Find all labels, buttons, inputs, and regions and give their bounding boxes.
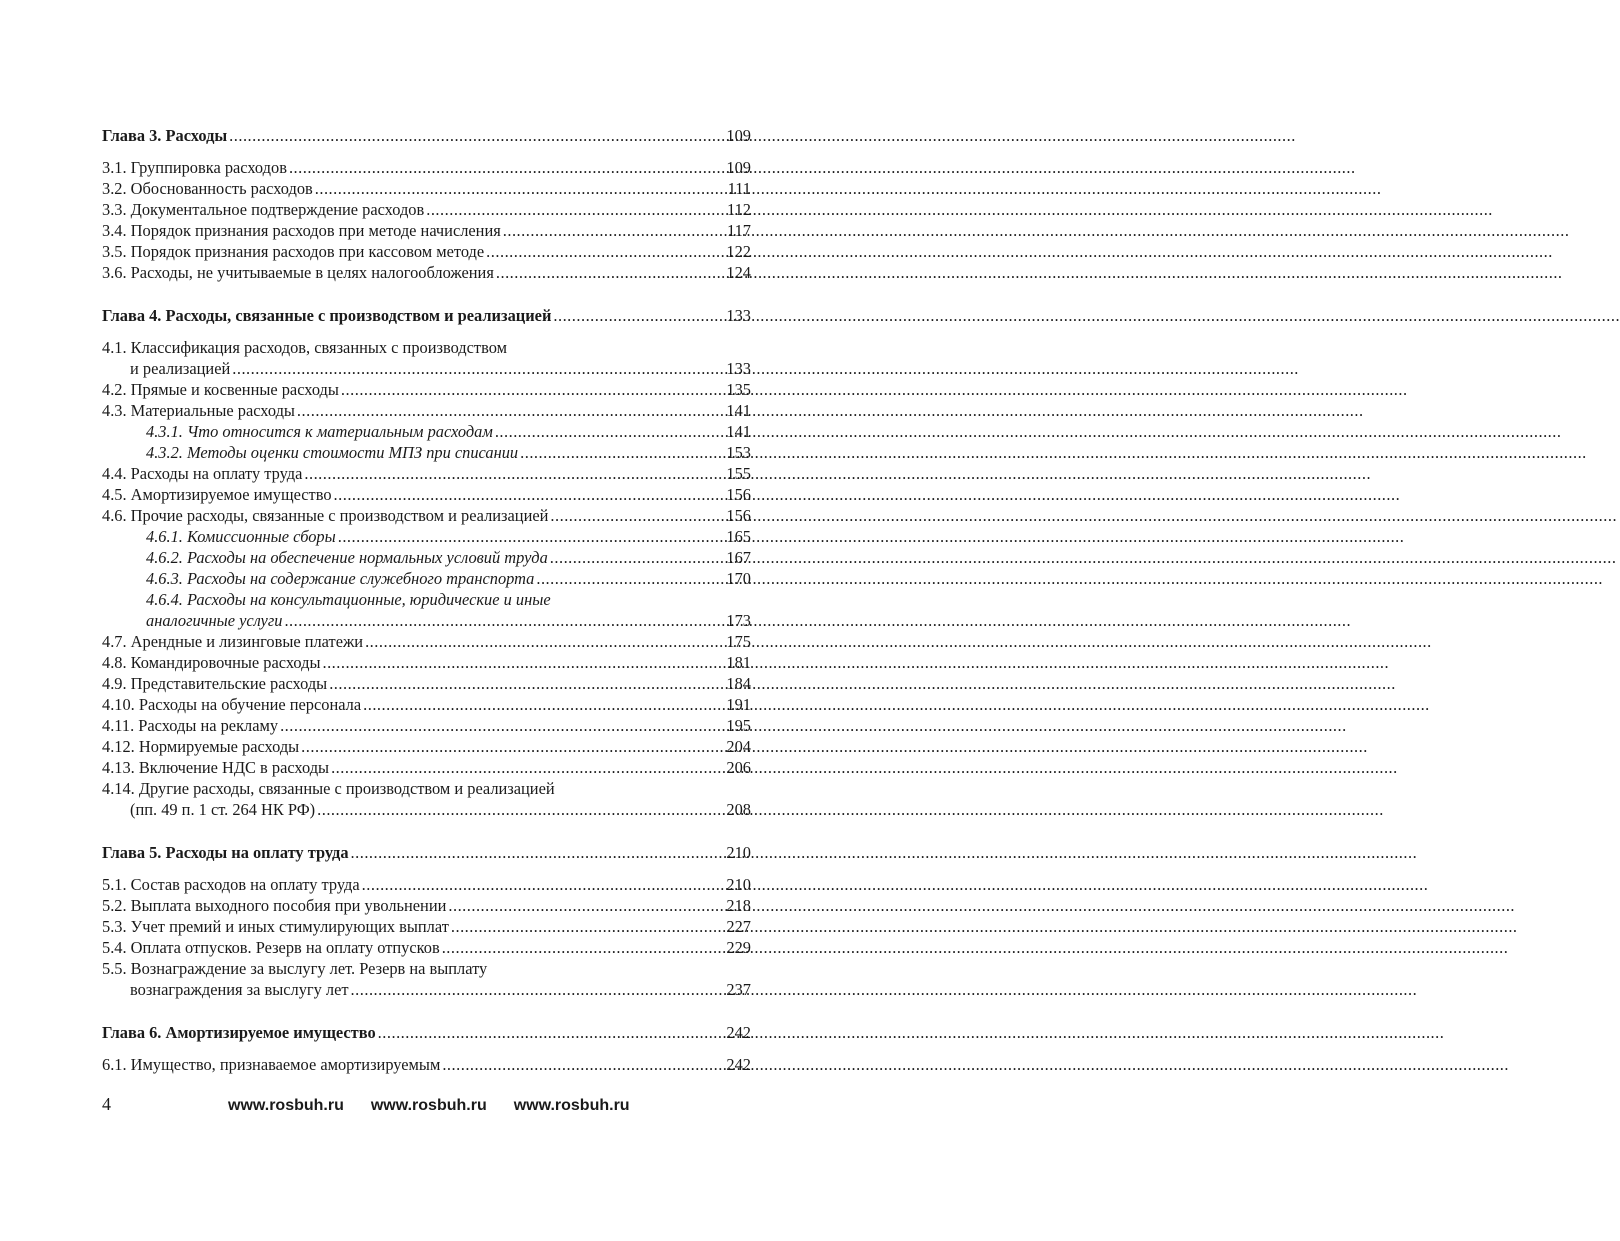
toc-entry-title: 6.1. Имущество, признаваемое амортизируемым — [102, 1055, 441, 1074]
toc-entry-title: 5.4. Оплата отпусков. Резерв на оплату отпусков — [102, 938, 440, 957]
dot-leader — [448, 895, 709, 916]
dot-leader — [331, 757, 709, 778]
toc-entry-title: 3.1. Группировка расходов — [102, 158, 287, 177]
dot-leader — [451, 916, 709, 937]
toc-section-row[interactable] — [102, 694, 751, 715]
toc-chapter-row[interactable] — [102, 842, 751, 863]
toc-section-row[interactable] — [102, 241, 751, 262]
toc-section-row[interactable] — [102, 652, 751, 673]
toc-section-row[interactable] — [102, 178, 751, 199]
dot-leader — [550, 505, 709, 526]
toc-section-row[interactable] — [102, 337, 751, 358]
toc-subsection-row[interactable] — [102, 589, 751, 610]
dot-leader — [550, 547, 709, 568]
dot-leader — [426, 199, 709, 220]
toc-page-number: 155 — [726, 464, 751, 483]
toc-section-row[interactable] — [102, 937, 751, 958]
toc-entry-title: Глава 4. Расходы, связанные с производством и реализацией — [102, 306, 552, 325]
toc-page-number: 109 — [726, 158, 751, 177]
dot-leader — [232, 358, 709, 379]
toc-page-number: 112 — [727, 200, 751, 219]
footer-url[interactable]: www.rosbuh.ru — [228, 1097, 344, 1114]
toc-page-number: 117 — [727, 221, 751, 240]
toc-entry-title: 3.4. Порядок признания расходов при методе начисления — [102, 221, 501, 240]
dot-leader — [322, 652, 709, 673]
dot-leader — [317, 799, 709, 820]
dot-leader — [362, 874, 709, 895]
toc-subsection-row[interactable] — [102, 610, 751, 631]
toc-section-row[interactable] — [102, 400, 751, 421]
toc-section-row[interactable] — [102, 799, 751, 820]
toc-chapter-row[interactable] — [102, 305, 751, 326]
dot-leader — [229, 125, 709, 146]
toc-page-number: 141 — [726, 401, 751, 420]
toc-entry-title: 4.12. Нормируемые расходы — [102, 737, 300, 756]
toc-section-row[interactable] — [102, 631, 751, 652]
toc-entry-title: 5.2. Выплата выходного пособия при увольнении — [102, 896, 447, 915]
toc-section-row[interactable] — [102, 157, 751, 178]
toc-entry-title: 4.10. Расходы на обучение персонала — [102, 695, 362, 714]
toc-page-number: 175 — [726, 632, 751, 651]
toc-section-row[interactable] — [102, 220, 751, 241]
toc-entry-title: 5.5. Вознаграждение за выслугу лет. Резерв на выплату — [102, 959, 488, 978]
toc-entry-title: 3.6. Расходы, не учитываемые в целях налогообложения — [102, 263, 494, 282]
toc-entry-title: 4.4. Расходы на оплату труда — [102, 464, 303, 483]
toc-entry-title: 4.7. Арендные и лизинговые платежи — [102, 632, 364, 651]
toc-subsection-row[interactable] — [102, 547, 751, 568]
toc-page-number: 181 — [726, 653, 751, 672]
toc-entry-title: 5.1. Состав расходов на оплату труда — [102, 875, 360, 894]
dot-leader — [304, 463, 709, 484]
toc-entry-title: 4.5. Амортизируемое имущество — [102, 485, 332, 504]
toc-section-row[interactable] — [102, 1054, 751, 1075]
dot-leader — [520, 442, 709, 463]
toc-entry-title: 4.6.3. Расходы на содержание служебного транспорта — [146, 569, 535, 588]
dot-leader — [442, 937, 709, 958]
toc-section-row[interactable] — [102, 379, 751, 400]
toc-page-number: 206 — [726, 758, 751, 777]
dot-leader — [284, 610, 709, 631]
toc-entry-title: 4.14. Другие расходы, связанные с производством и реализацией — [102, 779, 555, 798]
dot-leader — [351, 979, 709, 1000]
toc-entry-title: 4.11. Расходы на рекламу — [102, 716, 279, 735]
toc-section-row[interactable] — [102, 505, 751, 526]
toc-entry-title: Глава 3. Расходы — [102, 126, 228, 145]
toc-entry-title: 4.6.4. Расходы на консультационные, юридические и иные — [146, 590, 551, 609]
toc-section-row[interactable] — [102, 874, 751, 895]
dot-leader — [486, 241, 709, 262]
toc-page-number: 237 — [726, 980, 751, 999]
toc-page-number: 242 — [726, 1055, 751, 1074]
dot-leader — [363, 694, 709, 715]
toc-section-row[interactable] — [102, 895, 751, 916]
dot-leader — [378, 1022, 709, 1043]
toc-page-number: 133 — [726, 359, 751, 378]
toc-page-number: 124 — [726, 263, 751, 282]
toc-page-number: 167 — [726, 548, 751, 567]
toc-section-row[interactable] — [102, 262, 751, 283]
dot-leader — [280, 715, 709, 736]
dot-leader — [351, 842, 709, 863]
toc-subsection-row[interactable] — [102, 421, 751, 442]
toc-section-row[interactable] — [102, 484, 751, 505]
toc-entry-title: 5.3. Учет премий и иных стимулирующих выплат — [102, 917, 449, 936]
dot-leader — [365, 631, 709, 652]
toc-section-row[interactable] — [102, 715, 751, 736]
toc-entry-title: 3.5. Порядок признания расходов при кассовом методе — [102, 242, 485, 261]
dot-leader — [315, 178, 709, 199]
toc-entry-title: 4.3. Материальные расходы — [102, 401, 295, 420]
toc-entry-title: 4.6.1. Комиссионные сборы — [146, 527, 336, 546]
toc-entry-title: 4.3.2. Методы оценки стоимости МПЗ при списании — [146, 443, 519, 462]
toc-entry-title: 4.1. Классификация расходов, связанных с производством — [102, 338, 507, 357]
toc-entry-title: 4.2. Прямые и косвенные расходы — [102, 380, 339, 399]
toc-page-number: 242 — [726, 1023, 751, 1042]
toc-section-row[interactable] — [102, 199, 751, 220]
toc-entry-title: вознаграждения за выслугу лет — [130, 980, 349, 999]
toc-subsection-row[interactable] — [102, 526, 751, 547]
dot-leader — [297, 400, 709, 421]
toc-entry-title: 4.13. Включение НДС в расходы — [102, 758, 330, 777]
toc-page-number: 191 — [726, 695, 751, 714]
toc-page-number: 173 — [726, 611, 751, 630]
dot-leader — [495, 421, 709, 442]
toc-page-number: 122 — [726, 242, 751, 261]
toc-entry-title: 4.9. Представительские расходы — [102, 674, 328, 693]
toc-page-number: 184 — [726, 674, 751, 693]
toc-subsection-row[interactable] — [102, 442, 751, 463]
toc-page-number: 111 — [727, 179, 751, 198]
toc-section-row[interactable] — [102, 673, 751, 694]
toc-entry-title: 3.3. Документальное подтверждение расходов — [102, 200, 425, 219]
toc-entry-title: Глава 6. Амортизируемое имущество — [102, 1023, 376, 1042]
toc-section-row[interactable] — [102, 757, 751, 778]
toc-entry-title: 4.8. Командировочные расходы — [102, 653, 321, 672]
toc-section-row[interactable] — [102, 463, 751, 484]
toc-entry-title: (пп. 49 п. 1 ст. 264 НК РФ) — [130, 800, 316, 819]
toc-page-number: 218 — [726, 896, 751, 915]
toc-page-number: 210 — [726, 875, 751, 894]
dot-leader — [334, 484, 709, 505]
dot-leader — [329, 673, 709, 694]
toc-entry-title: 3.2. Обоснованность расходов — [102, 179, 313, 198]
toc-page-number: 109 — [726, 126, 751, 145]
dot-leader — [496, 262, 709, 283]
toc-section-row[interactable] — [102, 916, 751, 937]
page-number: 4 — [102, 1094, 111, 1114]
toc-entry-title: аналогичные услуги — [146, 611, 283, 630]
dot-leader — [503, 220, 709, 241]
toc-section-row[interactable] — [102, 778, 751, 799]
page-footer — [102, 1094, 751, 1118]
toc-page-number: 170 — [726, 569, 751, 588]
dot-leader — [442, 1054, 709, 1075]
toc-page-number: 165 — [726, 527, 751, 546]
toc-entry-title: и реализацией — [130, 359, 231, 378]
toc-section-row[interactable] — [102, 979, 751, 1000]
toc-page-number: 156 — [726, 485, 751, 504]
dot-leader — [341, 379, 709, 400]
toc-page-number: 210 — [726, 843, 751, 862]
toc-section-row[interactable] — [102, 958, 751, 979]
toc-page-number: 153 — [726, 443, 751, 462]
toc-entry-title: 4.6. Прочие расходы, связанные с производством и реализацией — [102, 506, 549, 525]
dot-leader — [289, 157, 709, 178]
toc-entry-title: 4.6.2. Расходы на обеспечение нормальных условий труда — [146, 548, 548, 567]
toc-page-number: 135 — [726, 380, 751, 399]
toc-page-number: 208 — [726, 800, 751, 819]
toc-page-number: 141 — [726, 422, 751, 441]
toc-page-number: 227 — [726, 917, 751, 936]
toc-entry-title: Глава 5. Расходы на оплату труда — [102, 843, 349, 862]
dot-leader — [553, 305, 709, 326]
dot-leader — [301, 736, 709, 757]
toc-page-number: 204 — [726, 737, 751, 756]
toc-page-number: 195 — [726, 716, 751, 735]
toc-subsection-row[interactable] — [102, 568, 751, 589]
toc-page-number: 229 — [726, 938, 751, 957]
toc-chapter-row[interactable] — [102, 1022, 751, 1043]
dot-leader — [536, 568, 709, 589]
toc-entry-title: 4.3.1. Что относится к материальным расходам — [146, 422, 493, 441]
toc-page-number: 133 — [726, 306, 751, 325]
toc-section-row[interactable] — [102, 736, 751, 757]
toc-chapter-row[interactable] — [102, 125, 751, 146]
footer-url[interactable]: www.rosbuh.ru — [513, 1097, 630, 1114]
footer-url[interactable]: www.rosbuh.ru — [370, 1097, 487, 1114]
table-of-contents — [102, 125, 751, 1075]
toc-section-row[interactable] — [102, 358, 751, 379]
dot-leader — [338, 526, 709, 547]
toc-page-number: 156 — [726, 506, 751, 525]
